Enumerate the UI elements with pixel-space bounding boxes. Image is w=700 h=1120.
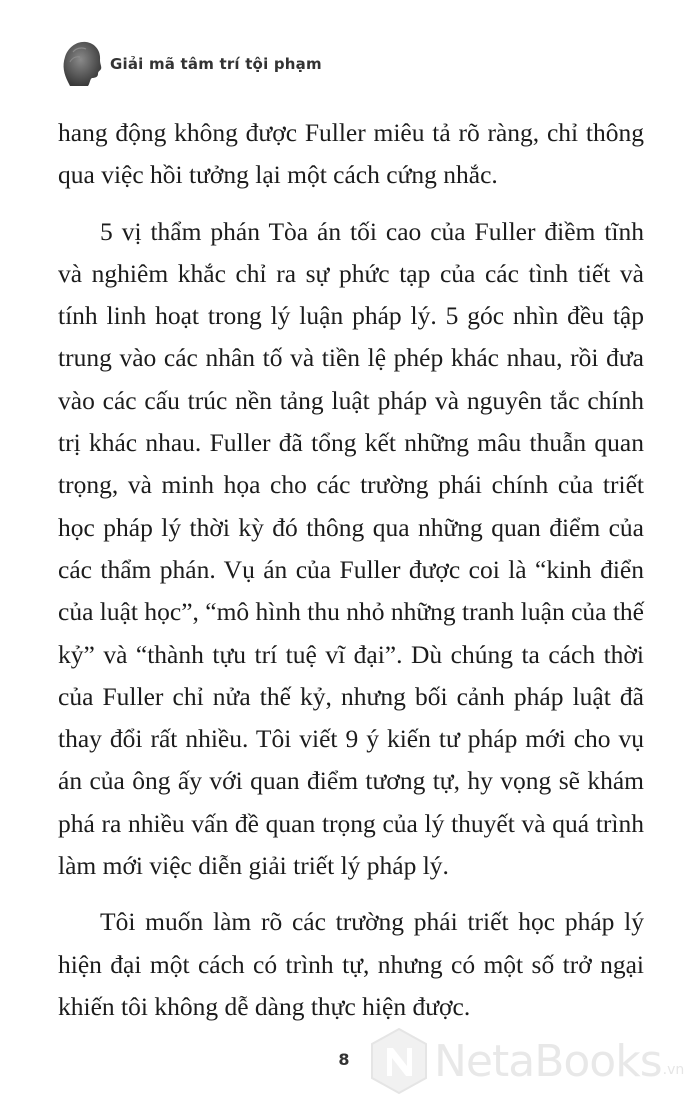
watermark-suffix: .vn [662,1062,685,1078]
book-title: Giải mã tâm trí tội phạm [110,55,322,73]
head-silhouette-icon [58,38,104,90]
paragraph: Tôi muốn làm rõ các trường phái triết học pháp lý hiện đại một cách có trình tự, nhưng có một số trở ngại khiến tôi không dễ dàng thực hiện được. [58,907,644,1021]
paragraph: hang động không được Fuller miêu tả rõ ràng, chỉ thông qua việc hồi tưởng lại một cách cứng nhắc. [58,118,644,190]
paragraph: 5 vị thẩm phán Tòa án tối cao của Fuller điềm tĩnh và nghiêm khắc chỉ ra sự phức tạp của các tình tiết và tính linh hoạt trong lý luận pháp lý. 5 góc nhìn đều tập trung vào các nhân tố và tiền lệ phép khác nhau, rồi đưa vào các cấu trúc nền tảng luật pháp và nguyên tắc chính trị khác nhau. Fuller đã tổng kết những mâu thuẫn quan trọng, và minh họa cho các trường phái chính của triết học pháp lý thời kỳ đó thông qua những quan điểm của các thẩm phán. Vụ án của Fuller được coi là “kinh điển của luật học”, “mô hình thu nhỏ những tranh luận của thế kỷ” và “thành tựu trí tuệ vĩ đại”. Dù chúng ta cách thời của Fuller chỉ nửa thế kỷ, nhưng bối cảnh pháp luật đã thay đổi rất nhiều. Tôi viết 9 ý kiến tư pháp mới cho vụ án của ông ấy với quan điểm tương tự, hy vọng sẽ khám phá ra nhiều vấn đề quan trọng của lý thuyết và quá trình làm mới việc diễn giải triết lý pháp lý. [58,216,644,881]
watermark [368,1026,684,1096]
netabooks-logo-icon [368,1026,430,1096]
running-header [58,38,322,90]
page-number: 8 [338,1050,350,1069]
body-text [58,112,644,1028]
watermark-text: NetaBooks [434,1035,662,1087]
